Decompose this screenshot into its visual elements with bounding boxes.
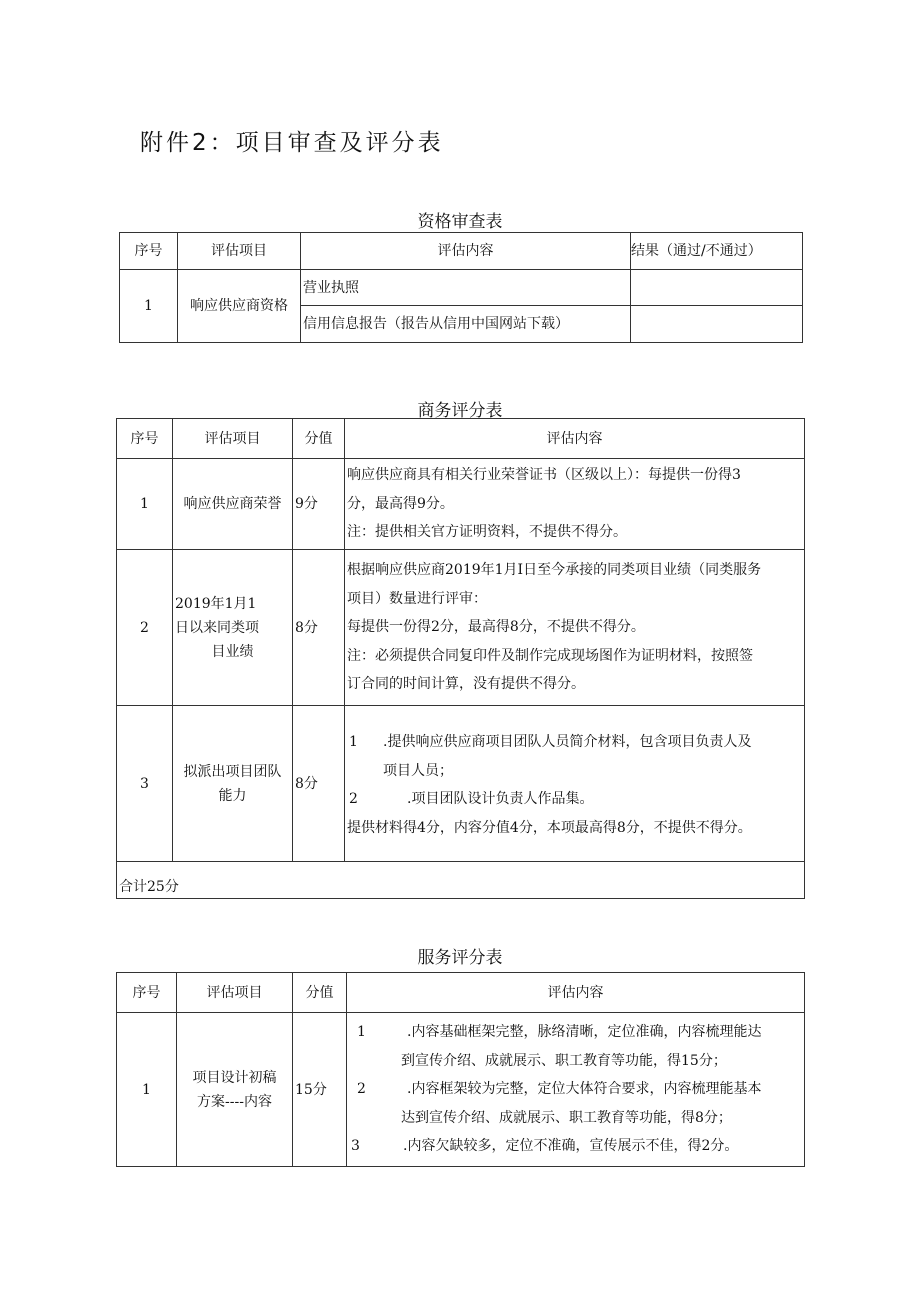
header-result: 结果（通过/不通过） (631, 233, 803, 270)
row-content (345, 550, 805, 706)
numbered-item (349, 1018, 802, 1047)
row-no: 1 (117, 1013, 177, 1167)
row-score: 15分 (293, 1013, 347, 1167)
row-item (173, 550, 293, 706)
page-title: 附件2：项目审查及评分表 (140, 130, 444, 156)
item-number: 2 (349, 791, 358, 807)
content-line: 注：必须提供合同复印件及制作完成现场图作为证明材料，按照签 (347, 647, 753, 664)
item-line: 目业绩 (211, 643, 254, 660)
item-text: .内容基础框架完整，脉络清晰，定位准确，内容梳理能达 (407, 1024, 762, 1041)
service-caption: 服务评分表 (417, 948, 503, 968)
item-line: 项目设计初稿 (192, 1069, 277, 1086)
item-line: 2019年1月1 (175, 595, 257, 612)
business-caption: 商务评分表 (417, 401, 503, 421)
service-table (116, 972, 805, 1167)
item-text: .内容欠缺较多，定位不准确，宣传展示不佳，得2分。 (403, 1138, 739, 1155)
content-credit-report: 信用信息报告（报告从信用中国网站下载） (301, 306, 631, 343)
header-item: 评估项目 (173, 419, 293, 459)
item-line: 日以来同类项 (175, 619, 259, 636)
row-no: 1 (120, 270, 178, 343)
item-number: 3 (351, 1138, 360, 1155)
row-item (177, 1013, 293, 1167)
item-number: 1 (357, 1024, 366, 1041)
total-label: 合计25分 (117, 862, 805, 899)
numbered-item (349, 1132, 802, 1161)
row-score: 8分 (293, 706, 345, 862)
row-score: 9分 (293, 459, 345, 550)
row-no: 1 (117, 459, 173, 550)
header-content: 评估内容 (347, 973, 805, 1013)
header-no: 序号 (117, 973, 177, 1013)
content-business-license: 营业执照 (301, 270, 631, 306)
row-no: 3 (117, 706, 173, 862)
item-line: 方案----内容 (197, 1093, 272, 1110)
content-line: 项目）数量进行评审： (347, 590, 487, 607)
header-no: 序号 (117, 419, 173, 459)
row-content (345, 459, 805, 550)
numbered-item (347, 785, 802, 814)
row-item: 响应供应商荣誉 (173, 459, 293, 550)
header-score: 分值 (293, 973, 347, 1013)
result-cell[interactable] (631, 270, 803, 306)
qualification-table (119, 232, 803, 343)
row-content (345, 706, 805, 862)
content-line: 分，最高得9分。 (347, 495, 454, 512)
item-line: 拟派出项目团队 (183, 763, 282, 780)
content-line: 每提供一份得2分，最高得8分，不提供不得分。 (347, 619, 645, 636)
row-content (347, 1013, 805, 1167)
item-number: 2 (357, 1081, 366, 1098)
item-line: 能力 (218, 787, 247, 804)
content-line: 注：提供相关官方证明资料，不提供不得分。 (347, 524, 627, 541)
header-item: 评估项目 (177, 973, 293, 1013)
row-item: 响应供应商资格 (178, 270, 301, 343)
numbered-item (349, 1075, 802, 1104)
table-row (117, 550, 805, 706)
numbered-item (347, 728, 802, 757)
row-item (173, 706, 293, 862)
item-text: .内容框架较为完整，定位大体符合要求，内容梳理能基本 (407, 1081, 762, 1098)
header-content: 评估内容 (301, 233, 631, 270)
item-text: .提供响应供应商项目团队人员简介材料，包含项目负责人及 (383, 734, 752, 750)
header-no: 序号 (120, 233, 178, 270)
table-row (117, 706, 805, 862)
row-no: 2 (117, 550, 173, 706)
item-text: 到宣传介绍、成就展示、职工教育等功能，得15分； (401, 1052, 727, 1069)
content-line: 订合同的时间计算，没有提供不得分。 (347, 676, 585, 693)
content-line: 响应供应商具有相关行业荣誉证书（区级以上）：每提供一份得3 (347, 467, 741, 484)
item-text: 项目人员； (383, 762, 453, 779)
content-line: 根据响应供应商2019年1月I日至今承接的同类项目业绩（同类服务 (347, 562, 762, 579)
content-line: 提供材料得4分，内容分值4分，本项最高得8分，不提供不得分。 (347, 819, 752, 836)
table-row (117, 459, 805, 550)
item-text: .项目团队设计负责人作品集。 (407, 791, 594, 807)
qualification-caption: 资格审查表 (417, 212, 503, 232)
total-row (117, 862, 805, 899)
result-cell[interactable] (631, 306, 803, 343)
item-text: 达到宣传介绍、成就展示、职工教育等功能，得8分； (401, 1109, 732, 1126)
row-score: 8分 (293, 550, 345, 706)
item-number: 1 (349, 734, 358, 750)
table-row (117, 1013, 805, 1167)
header-score: 分值 (293, 419, 345, 459)
business-table (116, 418, 805, 899)
header-content: 评估内容 (345, 419, 805, 459)
header-item: 评估项目 (178, 233, 301, 270)
